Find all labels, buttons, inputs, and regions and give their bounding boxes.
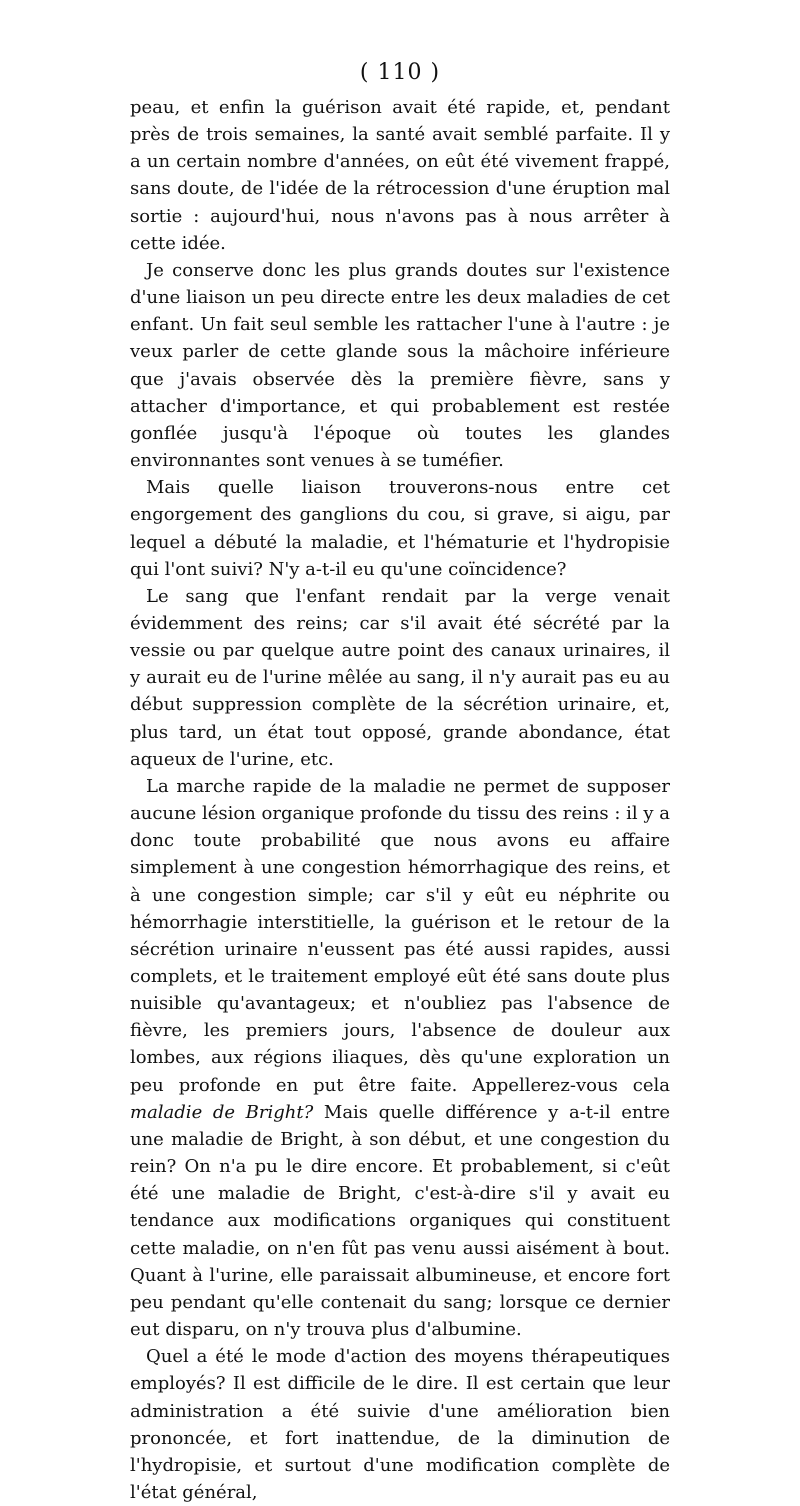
page-number: ( 110 ) [359,60,441,85]
paragraph-2 [130,257,670,474]
body-text [130,94,670,1506]
paragraph-text: Mais quelle liaison trouverons-nous entre cet engorgement des ganglions du cou, si grave, si aigu, par lequel a débuté la maladie, et l'hématurie et l'hydropisie qui l'ont suivi? N'y a-t-il eu qu'une coïncidence? [130,477,670,580]
paragraph-3 [130,474,670,583]
paragraph-text: Mais quelle différence y a-t-il entre une maladie de Bright, à son début, et une congestion du rein? On n'a pu le dire encore. Et probablement, si c'eût été une maladie de Bright, c'est-à-dire s'il y avait eu tendance aux modifications organiques qui constituent cette maladie, on n'en fût pas venu aussi aisément à bout. Quant à l'urine, elle paraissait albumineuse, et encore fort peu pendant qu'elle contenait du sang; lorsque ce dernier eut disparu, on n'y trouva plus d'albumine. [130,1101,670,1341]
paragraph-text: Je conserve donc les plus grands doutes sur l'existence d'une liaison un peu directe entre les deux maladies de cet enfant. Un fait seul semble les rattacher l'une à l'autre : je veux parler de cette glande sous la mâchoire inférieure que j'avais observée dès la première fièvre, sans y attacher d'importance, et qui probablement est restée gonflée jusqu'à l'époque où toutes les glandes environnantes sont venues à se tuméfier. [130,259,670,472]
paragraph-6 [130,1343,670,1506]
paragraph-text: peau, et enfin la guérison avait été rapide, et, pendant près de trois semaines, la santé avait semblé parfaite. Il y a un certain nombre d'années, on eût été vivement frappé, sans doute, de l'idée de la rétrocession d'une éruption mal sortie : aujourd'hui, nous n'avons pas à nous arrêter à cette idée. [130,97,670,254]
paragraph-1 [130,94,670,257]
paragraph-4 [130,583,670,773]
paragraph-text: La marche rapide de la maladie ne permet de supposer aucune lésion organique profonde du tissu des reins : il y a donc toute probabilité que nous avons eu affaire simplement à une congestion hémorrhagique des reins, et à une congestion simple; car s'il y eût eu néphrite ou hémorrhagie interstitielle, la guérison et le retour de la sécrétion urinaire n'eussent pas été aussi rapides, aussi complets, et le traitement employé eût été sans doute plus nuisible qu'avantageux; et n'oubliez pas l'absence de fièvre, les premiers jours, l'absence de douleur aux lombes, aux régions iliaques, dès qu'une exploration un peu profonde en put être faite. Appellerez-vous cela [130,775,670,1096]
paragraph-5 [130,773,670,1343]
paragraph-text: Quel a été le mode d'action des moyens thérapeutiques employés? Il est difficile de le dire. Il est certain que leur administration a été suivie d'une amélioration bien prononcée, et fort inattendue, de la diminution de l'hydropisie, et surtout d'une modification complète de l'état général, [130,1346,670,1503]
paragraph-text: Le sang que l'enfant rendait par la verge venait évidemment des reins; car s'il avait été sécrété par la vessie ou par quelque autre point des canaux urinaires, il y aurait eu de l'urine mêlée au sang, il n'y aurait pas eu au début suppression complète de la sécrétion urinaire, et, plus tard, un état tout opposé, grande abondance, état aqueux de l'urine, etc. [130,585,670,770]
italic-phrase: maladie de Bright? [130,1101,314,1123]
